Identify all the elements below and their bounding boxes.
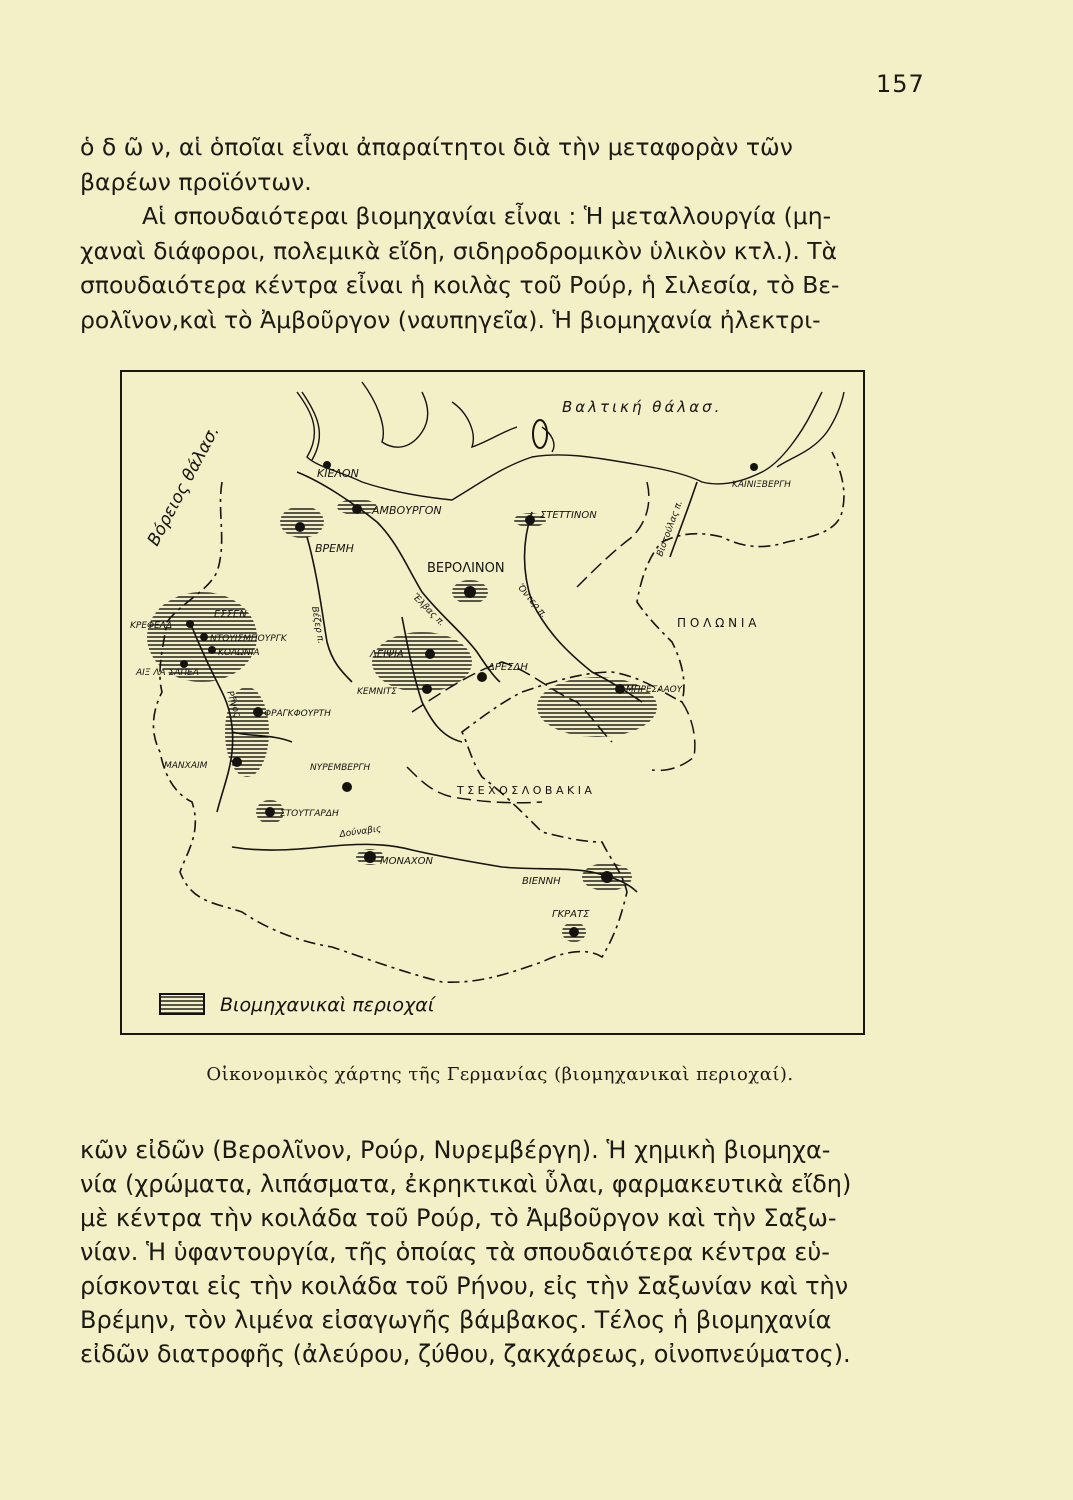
danube-label: Δούναβις (339, 824, 382, 840)
nuremberg-label: ΝΥΡΕΜΒΕΡΓΗ (310, 763, 371, 773)
paragraph-top (80, 130, 920, 337)
text-line: Αἱ σπουδαιότεραι βιομηχανίαι εἶναι : Ἡ μεταλλουργία (μη- (142, 202, 832, 230)
krefeld-dot (186, 620, 194, 628)
text-line: χαναὶ διάφοροι, πολεμικὰ εἴδη, σιδηροδρομικὸν ὑλικὸν κτλ.). Τὰ (80, 236, 838, 265)
dresden-dot (477, 672, 487, 682)
munich-label: ΜΟΝΑΧΟΝ (380, 856, 434, 867)
text-line: ὁ δ ῶ ν, αἱ ὁποῖαι εἶναι ἀπαραίτητοι διὰ τὴν μεταφορὰν τῶν (80, 133, 793, 161)
text-line: ρολῖνον,καὶ τὸ Ἀμβοῦργον (ναυπηγεῖα). Ἡ βιομηχανία ἠλεκτρι- (80, 305, 821, 334)
hamburg-label: ΑΜΒΟΥΡΓΟΝ (372, 504, 442, 517)
mannheim-dot (232, 757, 242, 767)
text-line: βαρέων προϊόντων. (80, 167, 312, 196)
frankfurt-dot (253, 707, 263, 717)
chemnitz-label: ΚΕΜΝΙΤΣ (357, 687, 397, 697)
stuttgart-dot (265, 807, 275, 817)
leipzig-label: ΛΕΙΨΙΑ (370, 649, 404, 660)
stettin-label: ΣΤΕΤΤΙΝΟΝ (540, 510, 597, 521)
berlin-dot (464, 586, 476, 598)
oder-label: Ὄντερ π. (514, 582, 549, 621)
text-line: κῶν εἰδῶν (Βερολῖνον, Ρούρ, Νυρεμβέργη). Ἡ χημικὴ βιομηχα- (80, 1136, 831, 1164)
bremen-dot (295, 522, 305, 532)
frankfurt-label: ΦΡΑΓΚΦΟΥΡΤΗ (264, 709, 331, 719)
bremen-region (280, 506, 324, 538)
weser-label: Βέζερ π. (309, 605, 326, 645)
text-line: ρίσκονται εἰς τὴν κοιλάδα τοῦ Ρήνου, εἰς τὴν Σαξωνίαν καὶ τὴν (80, 1272, 849, 1300)
mannheim-label: ΜΑΝΧΑΙΜ (164, 761, 208, 771)
map-caption: Οἰκονομικὸς χάρτης τῆς Γερμανίας (βιομηχανικαὶ περιοχαί). (206, 1064, 794, 1085)
poland-label: Π Ο Λ Ω Ν Ι Α (677, 616, 757, 630)
kiel-label: ΚΙΕΛΟΝ (317, 467, 359, 480)
czechoslovakia-label: Τ Σ Ε Χ Ο Σ Λ Ο Β Α Κ Ι Α (457, 784, 592, 797)
text-line: μὲ κέντρα τὴν κοιλάδα τοῦ Ρούρ, τὸ Ἀμβοῦργον καὶ τὴν Σαξω- (80, 1204, 837, 1232)
baltic-sea-label: Βαλτική θάλασ. (562, 398, 723, 416)
industrial-regions (147, 499, 657, 942)
north-sea-label: Βόρειος θάλασ. (143, 422, 224, 550)
dresden-label: ΔΡΕΣΔΗ (488, 662, 528, 673)
hamburg-dot (352, 504, 362, 514)
text-line: νίαν. Ἡ ὑφαντουργία, τῆς ὁποίας τὰ σπουδαιότερα κέντρα εὑ- (80, 1238, 830, 1266)
vienna-dot (601, 871, 613, 883)
text-line: νία (χρώματα, λιπάσματα, ἐκρηκτικαὶ ὗλαι, φαρμακευτικὰ εἴδη) (80, 1170, 852, 1198)
duisburg-dot (200, 633, 208, 641)
bremen-label: ΒΡΕΜΗ (315, 542, 354, 555)
text-line: Βρέμην, τὸν λιμένα εἰσαγωγῆς βάμβακος. Τέλος ἡ βιομηχανία (80, 1306, 832, 1334)
konigsberg-label: ΚΑΙΝΙΞΒΕΡΓΗ (732, 480, 791, 490)
breslau-dot (615, 684, 625, 694)
vistula-label: Βιστούλας π. (655, 499, 685, 559)
cologne-label: ΚΟΛΩΝΙΑ (218, 648, 260, 658)
krefeld-label: ΚΡΕΦΕΛΔ (130, 621, 173, 631)
konigsberg-dot (750, 463, 758, 471)
rugen-island (533, 420, 547, 448)
breslau-label: ΜΠΡΕΣΛΑΟΥ (626, 685, 683, 695)
essen-label: ΕΣΣΕΝ (214, 609, 247, 620)
aachen-label: ΑΙΞ ΛΑ ΣΑΠΕΛ (136, 668, 199, 678)
paragraph-bottom (80, 1133, 920, 1371)
saxony-region (372, 632, 472, 692)
stuttgart-label: ΣΤΟΥΤΓΑΡΔΗ (280, 809, 339, 819)
vienna-label: ΒΙΕΝΝΗ (522, 876, 561, 887)
leipzig-dot (425, 649, 435, 659)
germany-economic-map (120, 370, 865, 1035)
graz-label: ΓΚΡΑΤΣ (552, 909, 590, 920)
nuremberg-dot (342, 782, 352, 792)
elbe-label: Ἔλβας π. (409, 592, 447, 629)
chemnitz-dot (422, 684, 432, 694)
berlin-label: ΒΕΡΟΛΙΝΟΝ (427, 561, 505, 576)
legend-swatch (160, 994, 204, 1014)
cologne-dot (208, 646, 216, 654)
legend-label: Βιομηχανικαὶ περιοχαί (220, 994, 435, 1016)
page-number: 157 (876, 70, 925, 98)
map-drawing (122, 372, 863, 1033)
stettin-dot (525, 515, 535, 525)
text-line: σπουδαιότερα κέντρα εἶναι ἡ κοιλὰς τοῦ Ρούρ, ἡ Σιλεσία, τὸ Βε- (80, 271, 840, 299)
text-line: εἰδῶν διατροφῆς (ἀλεύρου, ζύθου, ζακχάρεως, οἰνοπνεύματος). (80, 1340, 851, 1368)
aachen-dot (180, 660, 188, 668)
rhine-label: Ρῆνος (224, 689, 242, 719)
munich-dot (364, 851, 376, 863)
duisburg-label: ΝΤΟΥΙΣΜΠΟΥΡΓΚ (210, 634, 287, 644)
graz-dot (569, 927, 579, 937)
danube-river (232, 844, 637, 892)
